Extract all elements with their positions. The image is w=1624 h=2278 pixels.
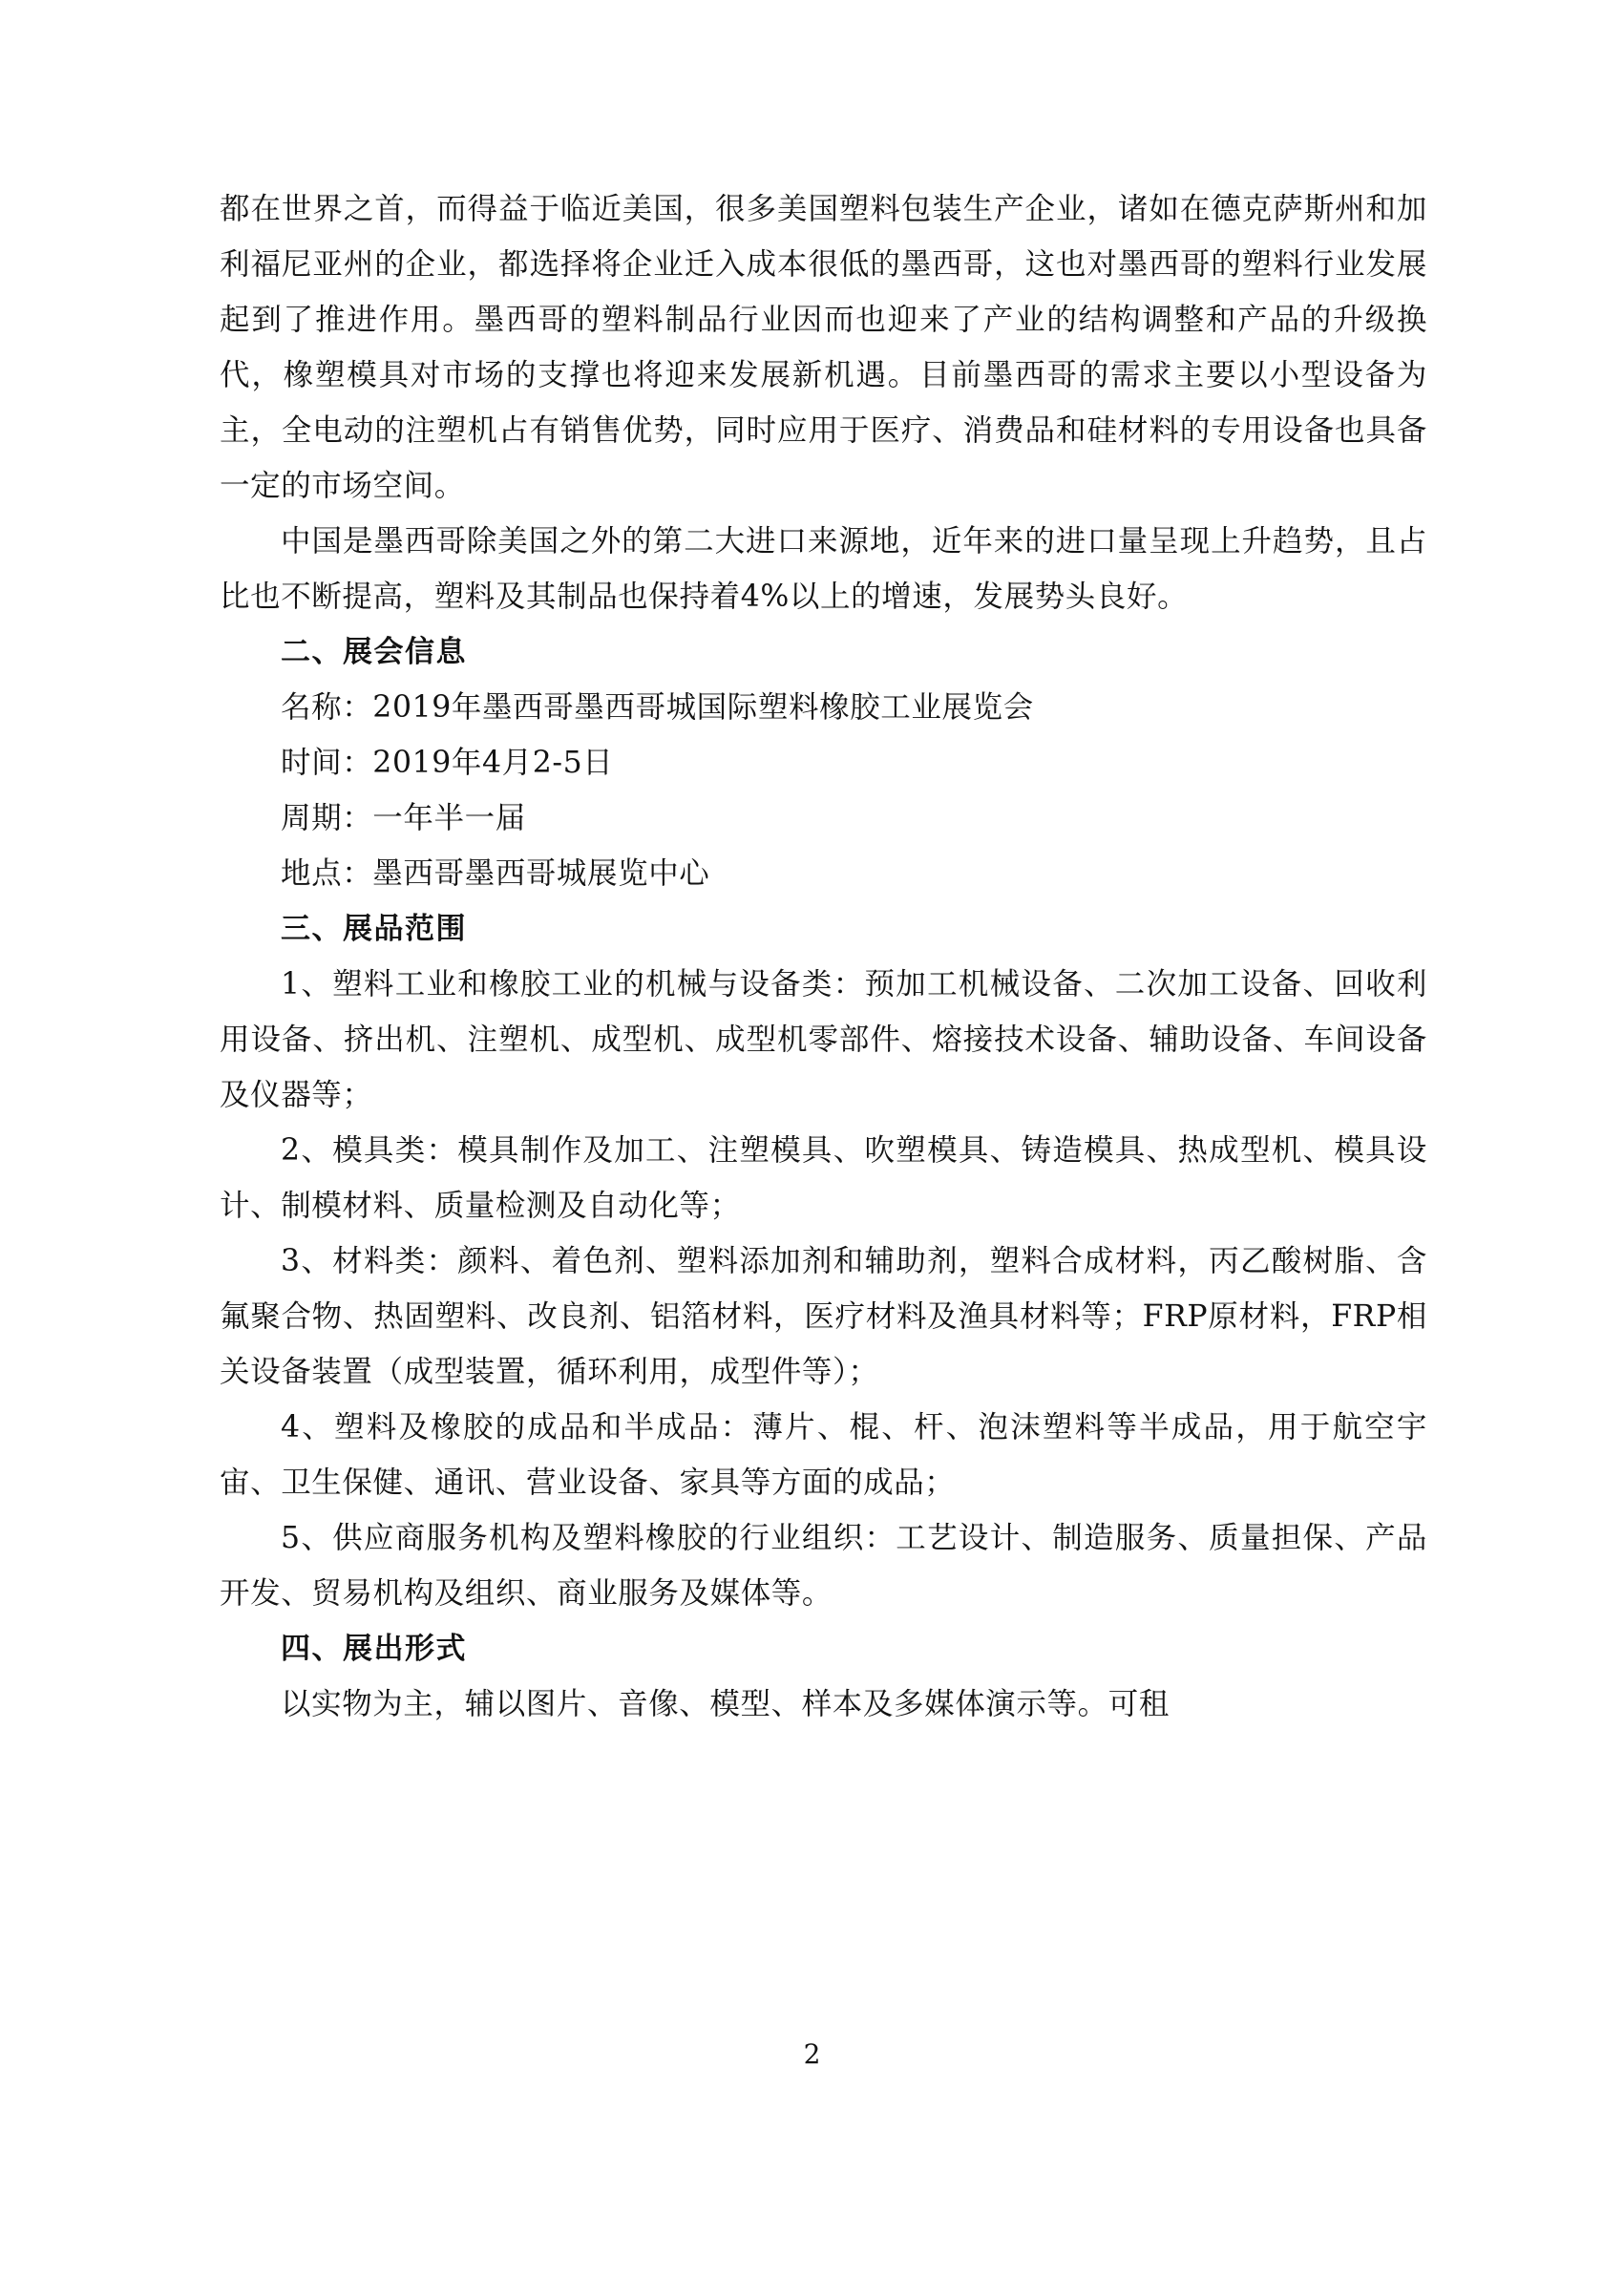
info-date: 时间：2019年4月2-5日	[281, 746, 614, 780]
scope-item-5: 5、供应商服务机构及塑料橡胶的行业组织：工艺设计、制造服务、质量担保、产品开发、贸易机构及组织、商业服务及媒体等。	[220, 1521, 1427, 1611]
section-heading-exhibition-info: 二、展会信息	[281, 635, 467, 669]
paragraph-format: 以实物为主，辅以图片、音像、模型、样本及多媒体演示等。可租	[281, 1687, 1170, 1721]
info-cycle: 周期：一年半一届	[281, 801, 526, 835]
info-name: 名称：2019年墨西哥墨西哥城国际塑料橡胶工业展览会	[281, 690, 1034, 725]
document-body	[220, 181, 1427, 1732]
scope-item-3: 3、材料类：颜料、着色剂、塑料添加剂和辅助剂，塑料合成材料，丙乙酸树脂、含氟聚合物、热固塑料、改良剂、铝箔材料，医疗材料及渔具材料等；FRP原材料，FRP相关设备装置（成型装置，循环利用，成型件等）；	[220, 1244, 1427, 1389]
section-heading-exhibit-scope: 三、展品范围	[281, 912, 467, 946]
info-venue: 地点：墨西哥墨西哥城展览中心	[281, 856, 710, 891]
section-heading-exhibition-format: 四、展出形式	[281, 1632, 467, 1666]
scope-item-2: 2、模具类：模具制作及加工、注塑模具、吹塑模具、铸造模具、热成型机、模具设计、制模材料、质量检测及自动化等；	[220, 1133, 1427, 1223]
paragraph-intro: 都在世界之首，而得益于临近美国，很多美国塑料包装生产企业，诸如在德克萨斯州和加利福尼亚州的企业，都选择将企业迁入成本很低的墨西哥，这也对墨西哥的塑料行业发展起到了推进作用。墨西哥的塑料制品行业因而也迎来了产业的结构调整和产品的升级换代，橡塑模具对市场的支撑也将迎来发展新机遇。目前墨西哥的需求主要以小型设备为主，全电动的注塑机占有销售优势，同时应用于医疗、消费品和硅材料的专用设备也具备一定的市场空间。	[220, 192, 1427, 503]
paragraph-china-import: 中国是墨西哥除美国之外的第二大进口来源地，近年来的进口量呈现上升趋势，且占比也不断提高，塑料及其制品也保持着4%以上的增速，发展势头良好。	[220, 524, 1427, 614]
scope-item-4: 4、塑料及橡胶的成品和半成品：薄片、棍、杆、泡沫塑料等半成品，用于航空宇宙、卫生保健、通讯、营业设备、家具等方面的成品；	[220, 1410, 1427, 1500]
page-number: 2	[803, 2038, 821, 2070]
scope-item-1: 1、塑料工业和橡胶工业的机械与设备类：预加工机械设备、二次加工设备、回收利用设备、挤出机、注塑机、成型机、成型机零部件、熔接技术设备、辅助设备、车间设备及仪器等；	[220, 967, 1427, 1112]
